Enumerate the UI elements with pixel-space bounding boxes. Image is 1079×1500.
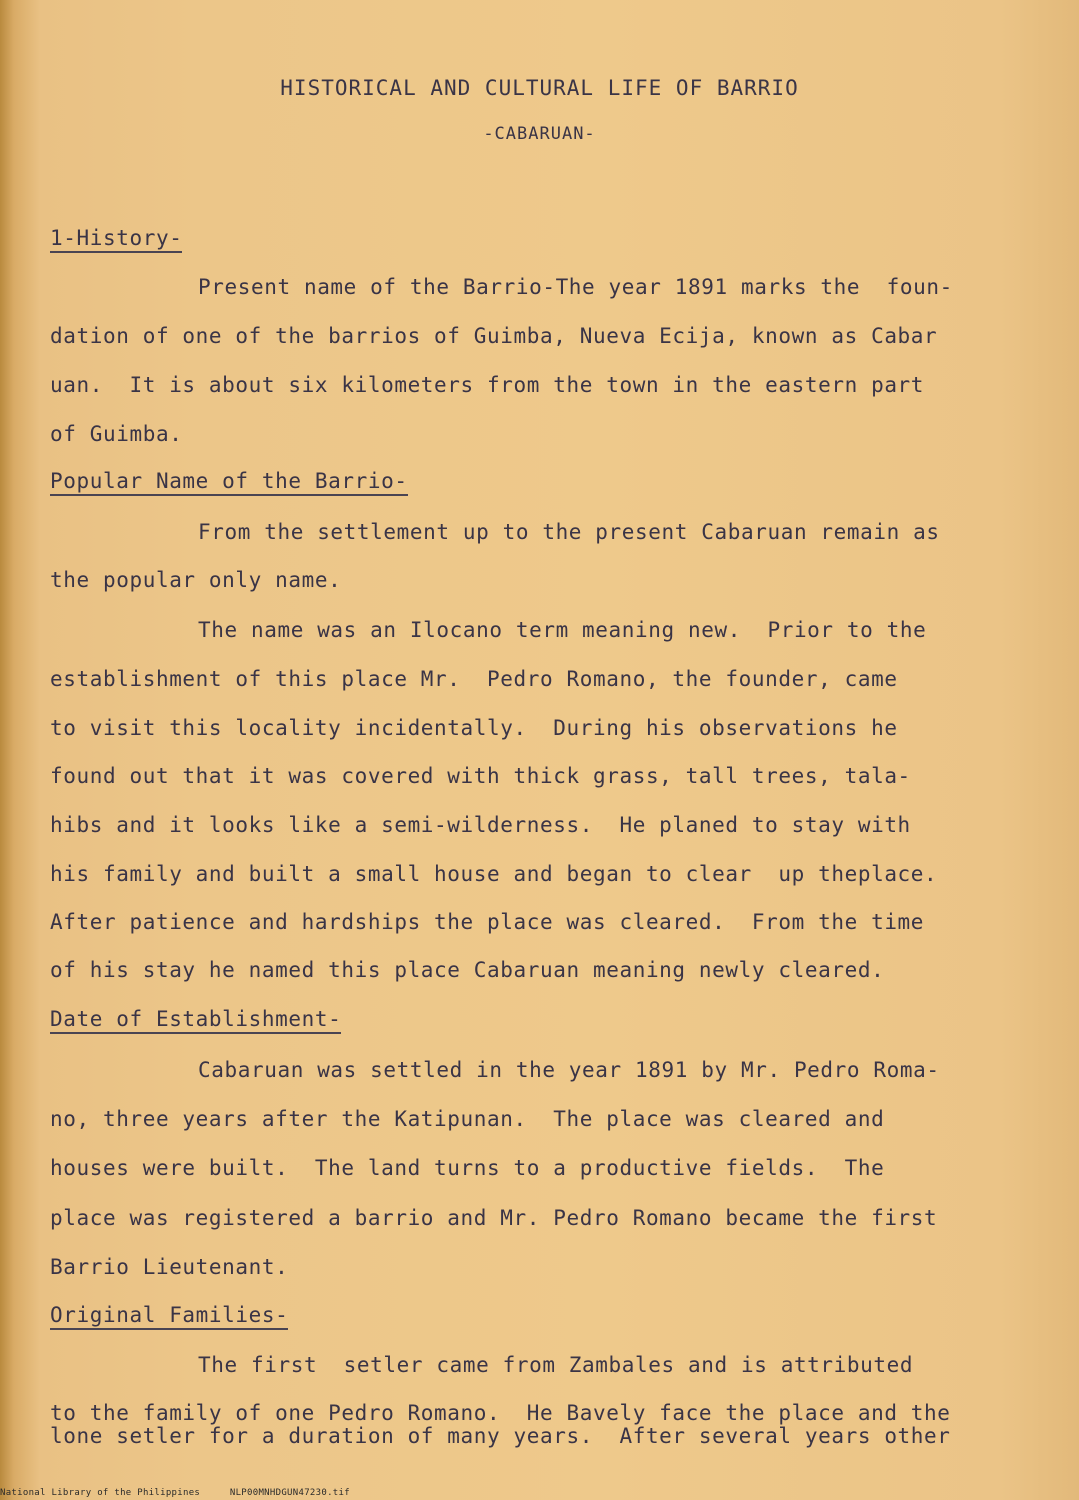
footer-file-id: NLP00MNHDGUN47230.tif: [229, 1488, 350, 1498]
establishment-line-5: Barrio Lieutenant.: [50, 1255, 289, 1279]
popular-line-9: After patience and hardships the place was cleared. From the time: [50, 910, 925, 934]
establishment-line-4: place was registered a barrio and Mr. Pedro Romano became the first: [50, 1206, 938, 1230]
popular-line-5: to visit this locality incidentally. During his observations he: [50, 716, 898, 740]
history-line-3: uan. It is about six kilometers from the town in the eastern part: [50, 373, 925, 397]
document-title: HISTORICAL AND CULTURAL LIFE OF BARRIO: [280, 76, 799, 100]
popular-line-8: his family and built a small house and began to clear up theplace.: [50, 862, 938, 886]
section-heading-popular-name: Popular Name of the Barrio-: [50, 469, 408, 496]
history-line-2: dation of one of the barrios of Guimba, Nueva Ecija, known as Cabar: [50, 324, 938, 348]
popular-line-4: establishment of this place Mr. Pedro Romano, the founder, came: [50, 667, 898, 691]
establishment-line-3: houses were built. The land turns to a productive fields. The: [50, 1156, 885, 1180]
history-line-1: Present name of the Barrio-The year 1891 marks the foun-: [198, 275, 953, 299]
families-line-2: to the family of one Pedro Romano. He Bavely face the place and the: [50, 1401, 951, 1425]
families-line-1: The first setler came from Zambales and is attributed: [198, 1353, 914, 1377]
families-line-3: lone setler for a duration of many years. After several years other: [50, 1424, 951, 1448]
popular-line-10: of his stay he named this place Cabaruan meaning newly cleared.: [50, 958, 885, 982]
section-heading-history: 1-History-: [50, 226, 182, 253]
document-subtitle: -CABARUAN-: [483, 124, 596, 144]
history-line-4: of Guimba.: [50, 422, 183, 446]
popular-line-3: The name was an Ilocano term meaning new. Prior to the: [198, 618, 927, 642]
popular-line-1: From the settlement up to the present Cabaruan remain as: [198, 520, 940, 544]
section-heading-establishment: Date of Establishment-: [50, 1007, 341, 1034]
scan-footer: [0, 1488, 374, 1498]
establishment-line-2: no, three years after the Katipunan. The place was cleared and: [50, 1107, 885, 1131]
popular-line-6: found out that it was covered with thick grass, tall trees, tala-: [50, 764, 911, 788]
popular-line-7: hibs and it looks like a semi-wilderness. He planed to stay with: [50, 813, 911, 837]
section-heading-original-families: Original Families-: [50, 1303, 288, 1330]
popular-line-2: the popular only name.: [50, 568, 342, 592]
establishment-line-1: Cabaruan was settled in the year 1891 by Mr. Pedro Roma-: [198, 1058, 940, 1082]
footer-library: National Library of the Philippines: [0, 1488, 201, 1498]
